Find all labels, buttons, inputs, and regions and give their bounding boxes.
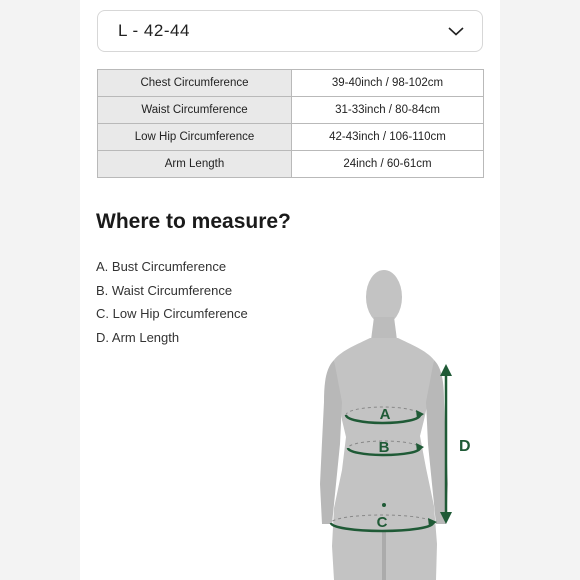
row-label: Arm Length	[98, 151, 292, 178]
size-select-value: L - 42-44	[118, 21, 190, 40]
label-a: A	[379, 406, 391, 423]
row-value: 42-43inch / 106-110cm	[292, 124, 484, 151]
chevron-down-icon	[448, 25, 464, 37]
row-label: Waist Circumference	[98, 97, 292, 124]
body-silhouette	[320, 270, 448, 580]
size-select[interactable]	[97, 10, 483, 52]
measure-list	[96, 256, 248, 350]
row-label: Chest Circumference	[98, 70, 292, 97]
section-heading: Where to measure?	[96, 210, 291, 233]
label-c: C	[376, 514, 388, 531]
table-row	[98, 124, 484, 151]
table-row	[98, 97, 484, 124]
row-value: 39-40inch / 98-102cm	[292, 70, 484, 97]
body-silhouette-illustration	[320, 262, 490, 580]
row-value: 24inch / 60-61cm	[292, 151, 484, 178]
measurement-figure	[320, 262, 490, 580]
table-row	[98, 70, 484, 97]
list-item: C. Low Hip Circumference	[96, 306, 248, 321]
label-b: B	[378, 439, 390, 456]
table-row	[98, 151, 484, 178]
marker-dot	[382, 503, 386, 507]
list-item: A. Bust Circumference	[96, 259, 227, 274]
size-table	[97, 69, 484, 178]
list-item: B. Waist Circumference	[96, 282, 233, 298]
label-d: D	[459, 438, 471, 455]
list-item: D. Arm Length	[96, 329, 180, 345]
row-value: 31-33inch / 80-84cm	[292, 97, 484, 124]
row-label: Low Hip Circumference	[98, 124, 292, 151]
